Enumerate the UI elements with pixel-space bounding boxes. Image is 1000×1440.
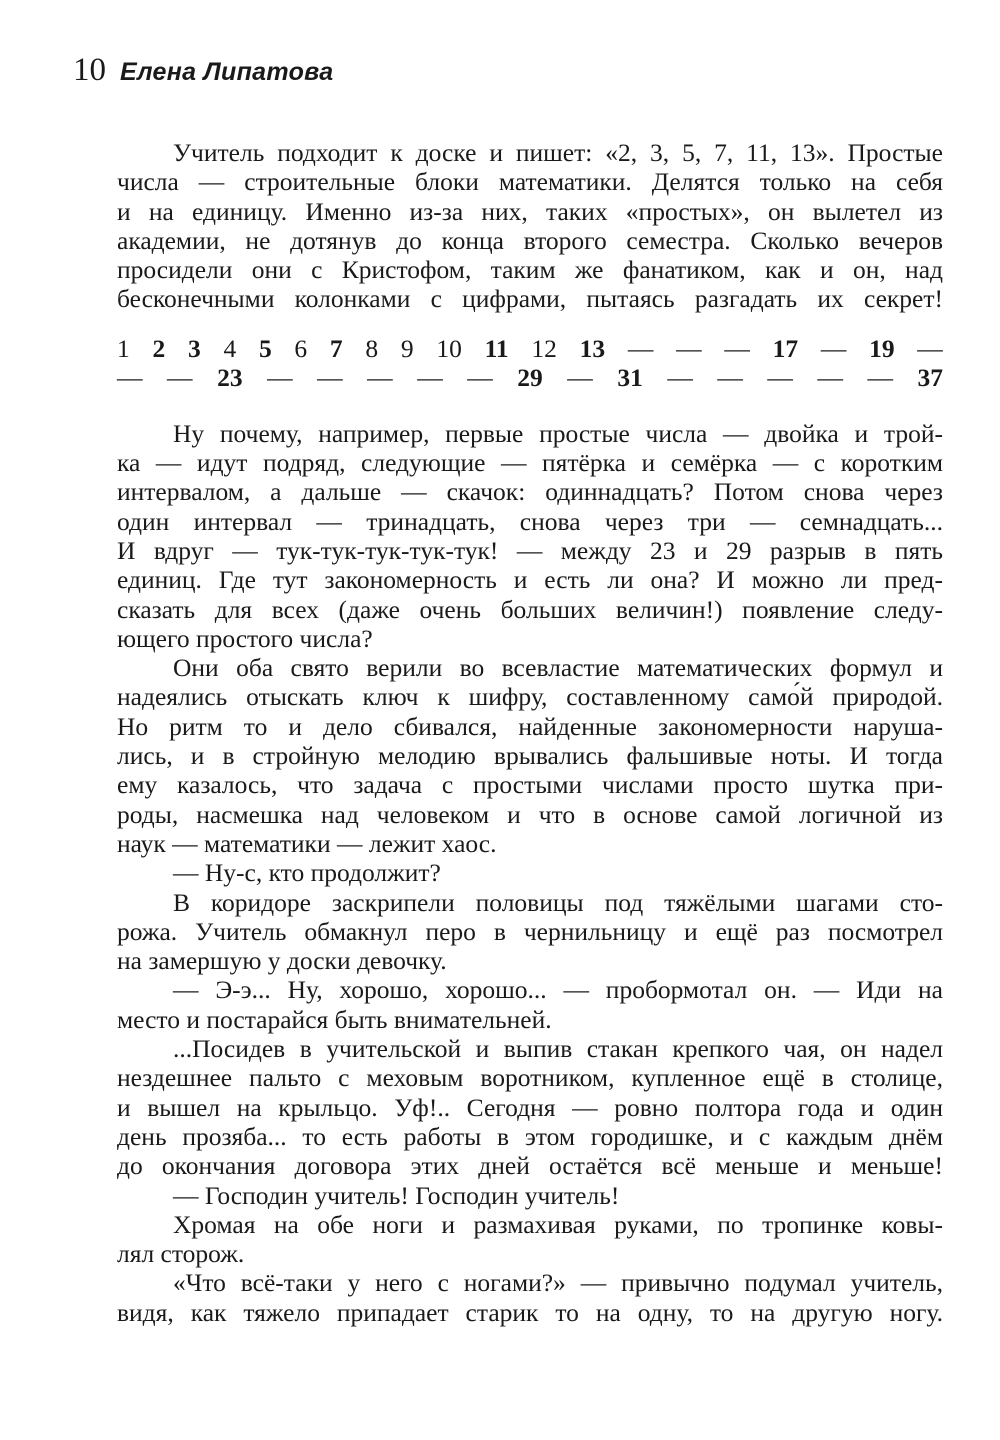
text-line: день прозяба... то есть работы в этом городишке, и с каждым днём [117, 1121, 943, 1151]
text-line: место и постарайся быть внимательней. [117, 1004, 552, 1034]
composite-number: 8 [365, 333, 379, 363]
number-row [117, 363, 943, 393]
prime-number: 31 [617, 363, 643, 393]
text-line: Учитель подходит к доске и пишет: «2, 3, 5, 7, 11, 13». Простые [173, 138, 943, 167]
text-line: интервалом, а дальше — скачок: одиннадцать? Потом снова через [117, 477, 943, 507]
text-line: И вдруг — тук-тук-тук-тук-тук! — между 23 и 29 разрыв в пять [117, 535, 943, 565]
sequence-gap-dash: — [917, 333, 943, 363]
page-number: 10 [73, 52, 106, 88]
prime-number-sequence [117, 334, 943, 393]
sequence-gap-dash: — [467, 363, 493, 393]
prime-number: 3 [187, 333, 201, 363]
sequence-gap-dash: — [767, 363, 793, 393]
text-line: роды, насмешка над человеком и что в основе самой логичной из [117, 799, 943, 829]
prime-number: 13 [579, 333, 606, 363]
prime-number: 2 [152, 333, 166, 363]
sequence-gap-dash: — [817, 363, 843, 393]
sequence-gap-dash: — [267, 363, 293, 393]
text-line: «Что всё-таки у него с ногами?» — привычно подумал учитель, [173, 1268, 943, 1298]
text-line: и на единицу. Именно из-за них, таких «простых», он вылетел из [117, 196, 943, 226]
prime-number: 11 [484, 333, 509, 363]
sequence-gap-dash: — [417, 363, 443, 393]
text-line: просидели они с Кристофом, таким же фанатиком, как и он, над [117, 255, 943, 285]
prime-number: 17 [772, 333, 799, 363]
text-line: — Э-э... Ну, хорошо, хорошо... — пробормотал он. — Иди на [173, 975, 943, 1005]
sequence-gap-dash: — [724, 333, 750, 363]
paragraph [117, 419, 943, 653]
paragraph [117, 1210, 943, 1269]
running-title-author: Елена Липатова [120, 58, 334, 86]
text-line: надеялись отыскать ключ к шифру, составленному само́й природой. [117, 682, 943, 712]
text-line: — Господин учитель! Господин учитель! [173, 1180, 620, 1210]
paragraph [117, 1034, 943, 1180]
dialogue-line [117, 858, 943, 887]
text-line: ющего простого числа? [117, 623, 373, 653]
composite-number: 10 [436, 333, 462, 363]
dialogue-line [117, 1181, 943, 1210]
text-line: — Ну-с, кто продолжит? [173, 858, 441, 888]
text-line: лись, и в стройную мелодию врывались фальшивые ноты. И тогда [117, 741, 943, 771]
text-line: Но ритм то и дело сбивался, найденные закономерности наруша- [117, 711, 943, 741]
text-line: ...Посидев в учительской и выпив стакан крепкого чая, он надел [173, 1034, 943, 1064]
text-line: академии, не дотянув до конца второго семестра. Сколько вечеров [117, 225, 943, 255]
prime-number: 5 [258, 333, 272, 363]
composite-number: 12 [531, 333, 557, 363]
text-line: на замершую у доски девочку. [117, 946, 447, 976]
composite-number: 6 [294, 333, 308, 363]
prime-number: 19 [869, 333, 895, 363]
text-line: рожа. Учитель обмакнул перо в чернильницу и ещё раз посмотрел [117, 916, 943, 946]
text-line: Хромая на обе ноги и размахивая руками, по тропинке ковы- [173, 1209, 943, 1239]
prime-number: 7 [329, 333, 343, 363]
sequence-gap-dash: — [820, 333, 847, 363]
text-line: сказать для всех (даже очень больших величин!) появление следу- [117, 594, 943, 624]
sequence-gap-dash: — [167, 363, 193, 393]
text-line: ему казалось, что задача с простыми числами просто шутка при- [117, 770, 943, 800]
sequence-gap-dash: — [317, 363, 343, 393]
text-line: и вышел на крыльцо. Уф!.. Сегодня — ровно полтора года и один [117, 1092, 943, 1122]
sequence-gap-dash: — [117, 363, 143, 393]
sequence-gap-dash: — [717, 363, 743, 393]
paragraph [117, 653, 943, 858]
text-line: Они оба свято верили во всевластие математических формул и [173, 653, 943, 683]
text-line: один интервал — тринадцать, снова через три — семнадцать... [117, 506, 943, 536]
sequence-gap-dash: — [367, 363, 393, 393]
sequence-gap-dash: — [567, 363, 593, 393]
prime-number: 23 [217, 363, 243, 393]
paragraph [117, 888, 943, 976]
text-line: ка — идут подряд, следующие — пятёрка и семёрка — с коротким [117, 448, 943, 478]
text-line: числа — строительные блоки математики. Делятся только на себя [117, 167, 943, 197]
sequence-gap-dash: — [676, 333, 702, 363]
sequence-gap-dash: — [867, 363, 893, 393]
text-line: бесконечными колонками с цифрами, пытаясь разгадать их секрет! [117, 284, 943, 314]
dialogue-line [117, 975, 943, 1034]
text-line: до окончания договора этих дней остаётся всё меньше и меньше! [117, 1151, 943, 1181]
prime-number: 37 [917, 363, 943, 393]
paragraph [117, 1268, 943, 1327]
composite-number: 1 [117, 333, 130, 363]
paragraph [117, 138, 943, 314]
page-header [73, 52, 333, 89]
text-line: видя, как тяжело припадает старик то на одну, то на другую ногу. [117, 1297, 943, 1327]
page-body [117, 138, 943, 1327]
prime-number: 29 [517, 363, 543, 393]
sequence-gap-dash: — [667, 363, 693, 393]
composite-number: 9 [400, 333, 414, 363]
sequence-gap-dash: — [627, 333, 654, 363]
text-line: наук — математики — лежит хаос. [117, 828, 497, 858]
composite-number: 4 [223, 333, 237, 363]
text-line: нездешнее пальто с меховым воротником, купленное ещё в столице, [117, 1063, 943, 1093]
number-row [117, 334, 943, 364]
text-line: лял сторож. [117, 1239, 245, 1269]
text-line: Ну почему, например, первые простые числа — двойка и трой- [173, 418, 943, 448]
text-line: единиц. Где тут закономерность и есть ли она? И можно ли пред- [117, 565, 943, 595]
text-line: В коридоре заскрипели половицы под тяжёлыми шагами сто- [173, 887, 943, 917]
